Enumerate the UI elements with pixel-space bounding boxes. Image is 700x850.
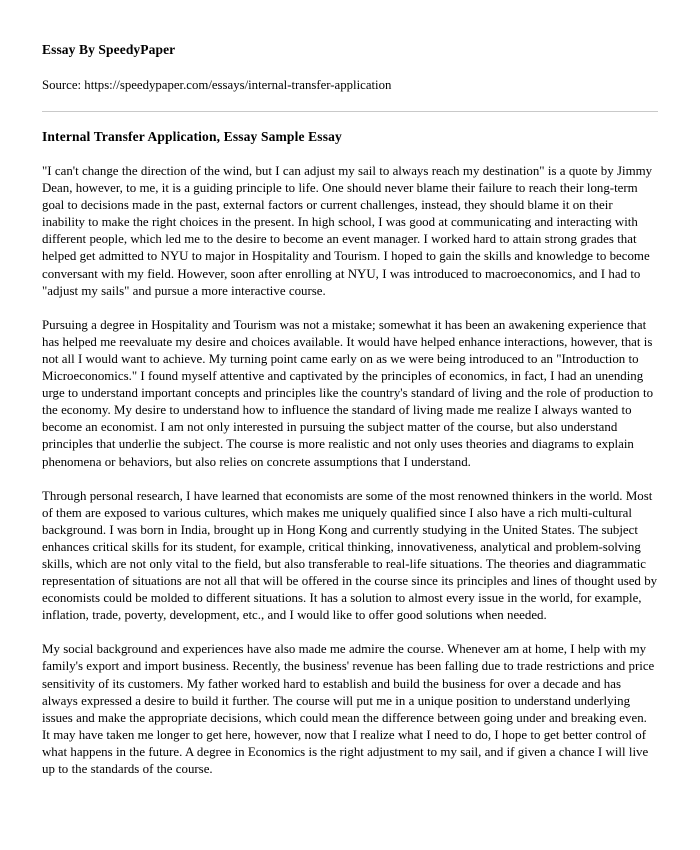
page-title: Internal Transfer Application, Essay Sample Essay xyxy=(42,129,342,144)
essay-paragraph: My social background and experiences have also made me admire the course. Whenever am at home, I help with my family's export and import business. Recently, the business' revenue has been falling due to trade restrictions and price sensitivity of its customers. My father worked hard to establish and build the business for over a decade and has always expressed a desire to build it further. The course will put me in a unique position to understand underlying issues and make the appropriate decisions, which could mean the difference between going under and breaking even. It may have taken me longer to get here, however, now that I realize what I need to do, I hope to get better control of what happens in the future. A degree in Economics is the right adjustment to my sail, and if given a chance I will live up to the standards of the course. xyxy=(42,642,655,776)
essay-paragraph: "I can't change the direction of the wind, but I can adjust my sail to always reach my destination" is a quote by Jimmy Dean, however, to me, it is a guiding principle to life. One should never blame their failure to reach their long-term goal to decisions made in the past, external factors or current challenges, instead, they should blame it on their inability to make the right choices in the present. In high school, I was good at communicating and interacting with different people, which led me to the desire to become an event manager. I worked hard to attain strong grades that helped get admitted to NYU to major in Hospitality and Tourism. I hoped to gain the skills and knowledge to become conversant with my field. However, soon after enrolling at NYU, I was introduced to macroeconomics, and I had to "adjust my sails" and pursue a more interactive course. xyxy=(42,164,653,298)
essay-body xyxy=(42,145,658,778)
essay-paragraph: Through personal research, I have learned that economists are some of the most renowned thinkers in the world. Most of them are exposed to various cultures, which makes me uniquely qualified since I also have a rich multi-cultural background. I was born in India, brought up in Hong Kong and currently studying in the United States. The subject enhances critical skills for its student, for example, critical thinking, innovativeness, analytical and problem-solving skills, which are not only vital to the field, but also transferable to real-life situations. The theories and diagrammatic representation of situations are not all that will be offered in the course since its principles and lines of thought used by economists could be molded to different situations. It has a solution to almost every issue in the world, for example, inflation, trade, poverty, development, etc., and I would like to offer good solutions when needed. xyxy=(42,488,658,623)
source-url-line: Source: https://speedypaper.com/essays/internal-transfer-application xyxy=(42,78,392,92)
site-heading: Essay By SpeedyPaper xyxy=(42,42,176,57)
essay-paragraph: Pursuing a degree in Hospitality and Tourism was not a mistake; somewhat it has been an awakening experience that has helped me reevaluate my desire and choices available. It would have helped enhance interactions, however, that is not all I would want to achieve. My turning point came early on as we were being introduced to an "Introduction to Microeconomics." I found myself attentive and captivated by the principles of economics, in fact, I had an unending urge to understand important concepts and principles like the country's standard of living and the role of production to the economy. My desire to understand how to influence the standard of living made me realize I always wanted to become an economist. I am not only interested in pursuing the subject matter of the course, but also understand principles that underlie the subject. The course is more realistic and not only uses theories and diagrams to explain phenomena or behaviors, but also relies on concrete assumptions that I understand. xyxy=(42,317,654,469)
